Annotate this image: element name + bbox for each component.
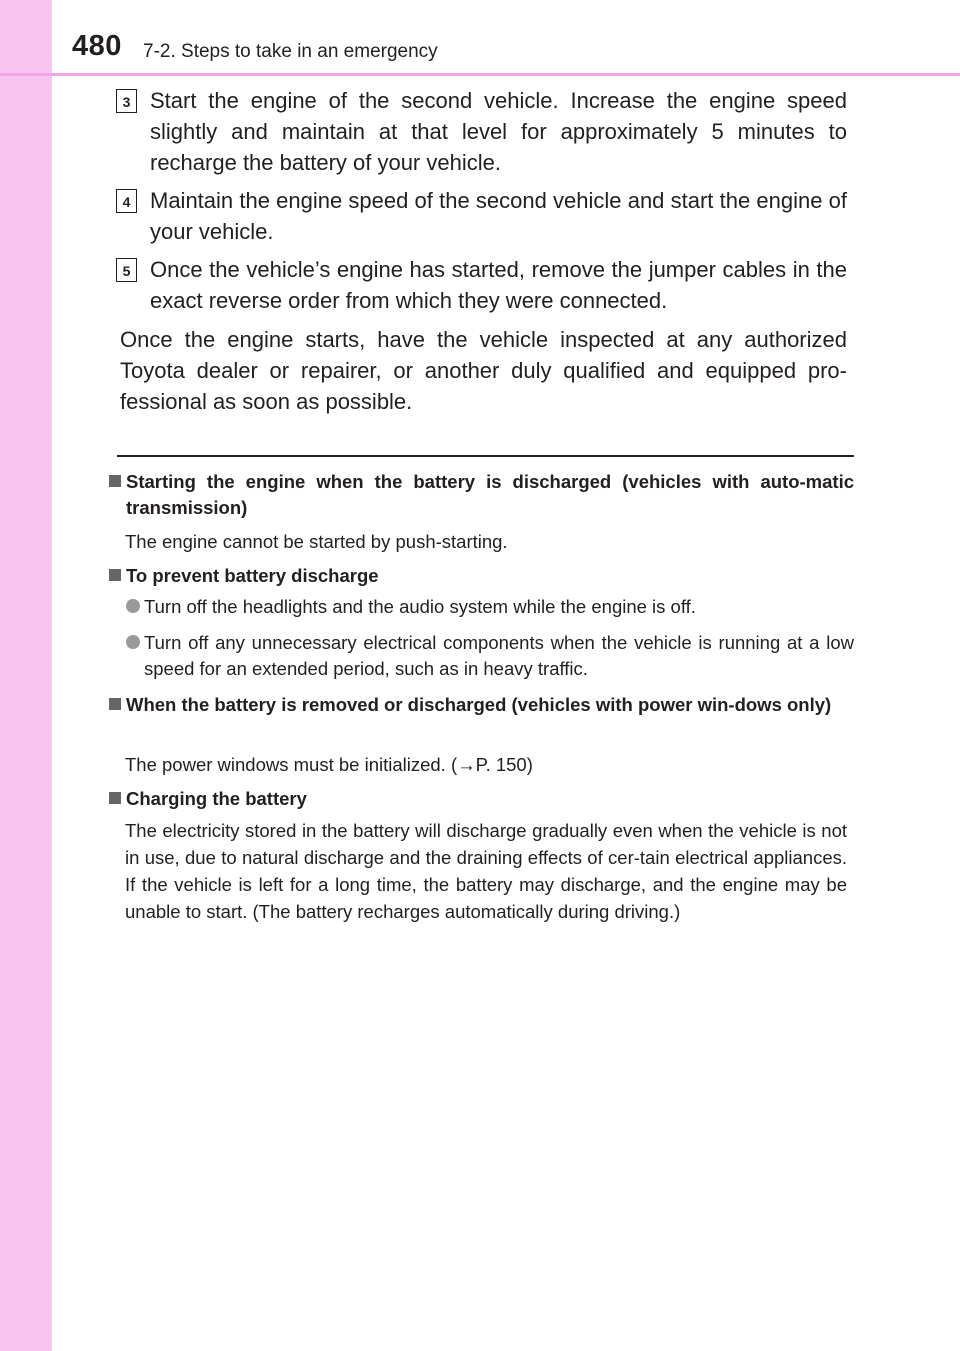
square-bullet-icon bbox=[109, 698, 121, 710]
list-item-text: Turn off the headlights and the audio system while the engine is off. bbox=[144, 596, 696, 617]
square-bullet-icon bbox=[109, 569, 121, 581]
list-item-text: Turn off any unnecessary electrical components when the vehicle is running at a low speed for an extended period, such as in heavy traffic. bbox=[144, 632, 854, 679]
note-heading-text: Starting the engine when the battery is discharged (vehicles with auto-matic transmission) bbox=[126, 471, 854, 518]
note-heading bbox=[109, 469, 854, 521]
step-number-badge: 3 bbox=[116, 89, 137, 113]
square-bullet-icon bbox=[109, 792, 121, 804]
note-body: The engine cannot be started by push-starting. bbox=[125, 531, 508, 552]
step-number-badge: 4 bbox=[116, 189, 137, 213]
list-item bbox=[126, 594, 854, 620]
step-text: Maintain the engine speed of the second vehicle and start the engine of your vehicle. bbox=[150, 188, 847, 244]
circle-bullet-icon bbox=[126, 599, 140, 613]
square-bullet-icon bbox=[109, 475, 121, 487]
section-title: 7-2. Steps to take in an emergency bbox=[143, 41, 438, 62]
note-body: The power windows must be initialized. (→P. 150) bbox=[125, 754, 533, 775]
page-number: 480 bbox=[72, 30, 122, 62]
section-divider bbox=[117, 455, 854, 457]
list-item bbox=[126, 630, 854, 682]
note-heading bbox=[109, 692, 854, 718]
closing-paragraph: Once the engine starts, have the vehicle inspected at any authorized Toyota dealer or repairer, or another duly qualified and equipped pro-fessional as soon as possible. bbox=[120, 327, 847, 414]
note-heading-text: Charging the battery bbox=[126, 788, 307, 809]
circle-bullet-icon bbox=[126, 635, 140, 649]
side-color-strip bbox=[0, 0, 52, 1351]
note-heading-text: To prevent battery discharge bbox=[126, 565, 379, 586]
step-number-badge: 5 bbox=[116, 258, 137, 282]
note-body: The electricity stored in the battery will discharge gradually even when the vehicle is not in use, due to natural discharge and the draining effects of cer-tain electrical appliances. If the vehicle is left for a long time, the battery may discharge, and the engine may be unable to start. (The battery recharges automatically during driving.) bbox=[125, 820, 847, 922]
step-text: Once the vehicle’s engine has started, remove the jumper cables in the exact reverse order from which they were connected. bbox=[150, 257, 847, 313]
note-heading bbox=[109, 563, 854, 589]
note-heading bbox=[109, 786, 854, 812]
note-heading-text: When the battery is removed or discharged (vehicles with power win-dows only) bbox=[126, 694, 832, 715]
header-rule bbox=[0, 73, 960, 76]
step-text: Start the engine of the second vehicle. Increase the engine speed slightly and maintain at that level for approximately 5 minutes to recharge the battery of your vehicle. bbox=[150, 88, 847, 175]
